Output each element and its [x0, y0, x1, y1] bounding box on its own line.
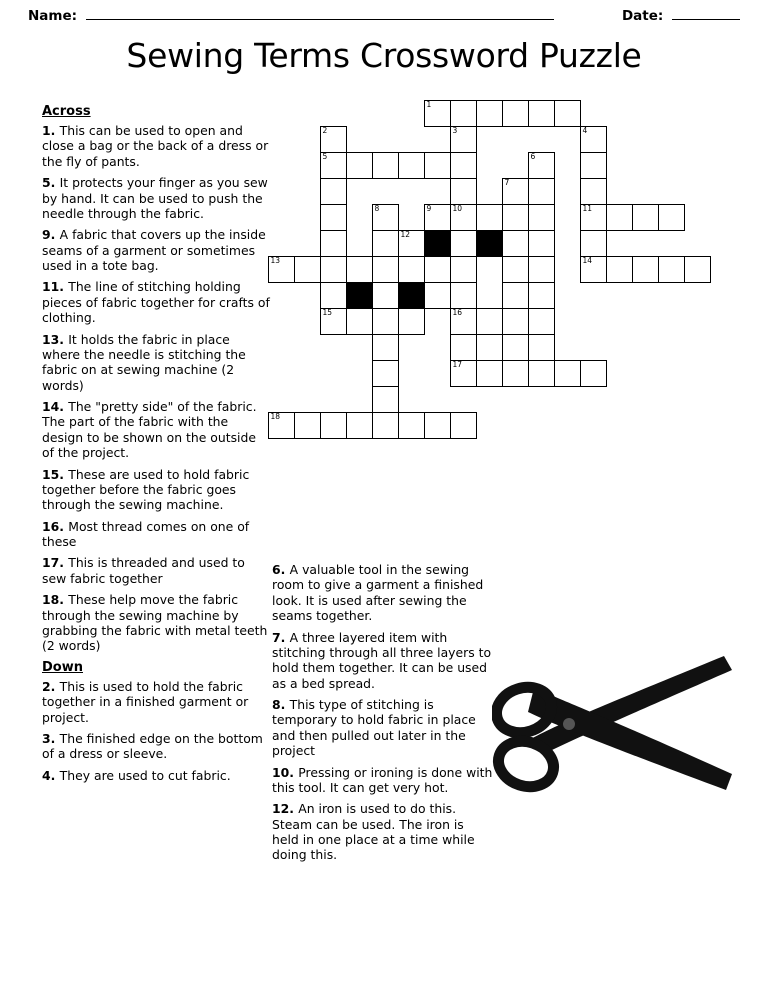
date-field-group [622, 6, 740, 24]
grid-cell[interactable] [294, 256, 321, 283]
grid-cell[interactable] [580, 204, 607, 231]
grid-cell[interactable] [372, 204, 399, 231]
clue-item [42, 768, 270, 783]
grid-cell[interactable] [346, 256, 373, 283]
grid-cell[interactable] [684, 256, 711, 283]
grid-cell[interactable] [346, 412, 373, 439]
date-input-line[interactable] [672, 6, 740, 20]
grid-cell-number: 11 [582, 204, 593, 213]
clue-text: It protects your finger as you sew by hand. It can be used to push the needle through the fabric. [42, 175, 268, 221]
grid-cell[interactable] [398, 308, 425, 335]
grid-cell[interactable] [398, 230, 425, 257]
grid-cell-number: 9 [426, 204, 432, 213]
clue-item [272, 801, 494, 863]
clue-item [272, 562, 494, 624]
grid-cell[interactable] [502, 204, 529, 231]
grid-cell[interactable] [320, 308, 347, 335]
grid-cell[interactable] [502, 100, 529, 127]
grid-cell[interactable] [658, 256, 685, 283]
grid-cell[interactable] [528, 204, 555, 231]
grid-cell[interactable] [372, 230, 399, 257]
clue-text: This is used to hold the fabric together in a finished garment or project. [42, 678, 249, 725]
grid-cell[interactable] [528, 100, 555, 127]
grid-cell[interactable] [658, 204, 685, 231]
grid-cell[interactable] [528, 360, 555, 387]
clue-item [272, 765, 494, 796]
clue-number: 18. [42, 592, 69, 608]
grid-cell-number: 5 [322, 152, 328, 161]
grid-cell[interactable] [580, 178, 607, 205]
clues-column-middle [272, 562, 494, 869]
grid-cell[interactable] [320, 204, 347, 231]
grid-cell[interactable] [398, 152, 425, 179]
grid-cell[interactable] [580, 152, 607, 179]
grid-cell[interactable] [320, 412, 347, 439]
grid-cell[interactable] [398, 256, 425, 283]
clue-text: The "pretty side" of the fabric. The part of the fabric with the design to be shown on the outside of the project. [42, 399, 257, 461]
grid-cell[interactable] [372, 386, 399, 413]
clue-text: These are used to hold fabric together before the fabric goes through the sewing machine. [42, 466, 250, 513]
grid-cell[interactable] [450, 360, 477, 387]
scissors-icon [492, 648, 740, 808]
clue-text: This type of stitching is temporary to hold fabric in place and then pulled out later in the project [272, 697, 476, 759]
clue-number: 10. [272, 764, 299, 780]
clue-text: This can be used to open and close a bag or the back of a dress or the fly of pants. [42, 123, 269, 169]
clue-number: 15. [42, 466, 69, 482]
grid-cell[interactable] [502, 308, 529, 335]
grid-cell[interactable] [372, 412, 399, 439]
grid-cell[interactable] [554, 100, 581, 127]
clue-number: 5. [42, 175, 60, 191]
grid-cell[interactable] [320, 126, 347, 153]
clue-text: Pressing or ironing is done with this tool. It can get very hot. [272, 764, 493, 795]
clue-text: The line of stitching holding pieces of fabric together for crafts of clothing. [42, 279, 270, 326]
grid-cell[interactable] [450, 334, 477, 361]
grid-cell[interactable] [424, 152, 451, 179]
clue-item [42, 519, 270, 550]
grid-cell[interactable] [528, 230, 555, 257]
grid-cell[interactable] [606, 256, 633, 283]
grid-cell[interactable] [476, 308, 503, 335]
clue-number: 7. [272, 629, 290, 645]
grid-cell[interactable] [502, 282, 529, 309]
clue-number: 16. [42, 518, 69, 534]
grid-cell[interactable] [632, 256, 659, 283]
grid-cell-number: 8 [374, 204, 380, 213]
clue-number: 1. [42, 123, 60, 139]
date-label: Date: [621, 8, 664, 24]
clue-number: 6. [272, 562, 290, 577]
grid-cell[interactable] [476, 100, 503, 127]
grid-cell[interactable] [528, 308, 555, 335]
clue-number: 14. [42, 399, 69, 415]
grid-cell[interactable] [450, 256, 477, 283]
clue-number: 2. [42, 678, 60, 694]
clue-text: A three layered item with stitching through all three layers to hold them together. It can be used as a bed spread. [272, 629, 492, 691]
clue-text: The finished edge on the bottom of a dress or sleeve. [42, 730, 263, 762]
grid-cell-number: 12 [400, 230, 411, 239]
clue-item [42, 227, 270, 273]
clue-text: A valuable tool in the sewing room to give a garment a finished look. It is used after sewing the seams together. [272, 562, 484, 624]
clue-item [42, 123, 270, 169]
grid-cell[interactable] [528, 178, 555, 205]
grid-cell-number: 18 [270, 412, 281, 421]
worksheet-header [28, 6, 740, 28]
grid-cell-number: 4 [582, 126, 588, 135]
grid-cell-number: 6 [530, 152, 536, 161]
clue-number: 11. [42, 279, 69, 295]
grid-cell[interactable] [502, 230, 529, 257]
clue-item [42, 399, 270, 461]
grid-cell[interactable] [502, 178, 529, 205]
grid-cell-blocked [398, 282, 425, 309]
grid-cell-number: 1 [426, 100, 432, 109]
clue-item [42, 555, 270, 586]
crossword-grid[interactable] [268, 100, 738, 460]
grid-cell[interactable] [346, 308, 373, 335]
grid-cell[interactable] [528, 152, 555, 179]
grid-cell[interactable] [320, 178, 347, 205]
clue-item [42, 679, 270, 725]
grid-cell[interactable] [580, 360, 607, 387]
grid-cell-number: 2 [322, 126, 328, 135]
grid-cell[interactable] [450, 178, 477, 205]
down-heading: Down [42, 659, 83, 675]
grid-cell[interactable] [580, 256, 607, 283]
clue-number: 3. [42, 730, 60, 746]
grid-cell[interactable] [528, 334, 555, 361]
clue-item [42, 279, 270, 325]
grid-cell[interactable] [424, 204, 451, 231]
clue-item [42, 731, 270, 762]
grid-cell[interactable] [528, 256, 555, 283]
clue-number: 17. [42, 555, 69, 571]
name-field-group [28, 6, 554, 24]
grid-cell-number: 16 [452, 308, 463, 317]
grid-cell[interactable] [372, 360, 399, 387]
grid-cell[interactable] [268, 256, 295, 283]
grid-cell[interactable] [476, 360, 503, 387]
grid-cell[interactable] [372, 308, 399, 335]
clue-item [42, 332, 270, 394]
clue-number: 4. [42, 767, 60, 783]
clue-text: These help move the fabric through the sewing machine by grabbing the fabric with metal teeth (2 words) [42, 592, 268, 654]
clue-text: It holds the fabric in place where the needle is stitching the fabric on at sewing machine (2 words) [42, 331, 246, 393]
clue-text: They are used to cut fabric. [59, 767, 231, 783]
grid-cell[interactable] [450, 126, 477, 153]
clue-text: Most thread comes on one of these [42, 518, 250, 550]
name-label: Name: [28, 8, 78, 24]
grid-cell-number: 15 [322, 308, 333, 317]
clue-number: 9. [42, 227, 60, 243]
grid-cell[interactable] [424, 282, 451, 309]
grid-cell[interactable] [320, 152, 347, 179]
clue-item [42, 175, 270, 221]
clue-item [272, 697, 494, 759]
grid-cell[interactable] [320, 230, 347, 257]
clues-column-left [42, 104, 270, 789]
grid-cell[interactable] [372, 152, 399, 179]
grid-cell-number: 14 [582, 256, 593, 265]
grid-cell[interactable] [424, 100, 451, 127]
grid-cell[interactable] [450, 230, 477, 257]
grid-cell[interactable] [450, 282, 477, 309]
grid-cell[interactable] [372, 256, 399, 283]
grid-cell[interactable] [450, 412, 477, 439]
across-heading: Across [42, 104, 91, 119]
across-clue-list [42, 123, 270, 783]
grid-cell-number: 17 [452, 360, 463, 369]
grid-cell[interactable] [372, 282, 399, 309]
grid-cell[interactable] [268, 412, 295, 439]
grid-cell[interactable] [372, 334, 399, 361]
grid-cell[interactable] [424, 256, 451, 283]
grid-cell[interactable] [320, 282, 347, 309]
grid-cell[interactable] [320, 256, 347, 283]
clue-number: 8. [272, 697, 290, 712]
grid-cell-number: 7 [504, 178, 510, 187]
grid-cell[interactable] [450, 100, 477, 127]
grid-cell[interactable] [424, 412, 451, 439]
grid-cell-blocked [424, 230, 451, 257]
grid-cell[interactable] [502, 334, 529, 361]
grid-cell[interactable] [450, 308, 477, 335]
clue-number: 12. [272, 801, 299, 817]
grid-cell-blocked [346, 282, 373, 309]
down-clue-list-continued [272, 562, 494, 863]
name-input-line[interactable] [86, 6, 554, 20]
grid-cell[interactable] [528, 282, 555, 309]
clue-item [42, 592, 270, 654]
grid-cell-blocked [476, 230, 503, 257]
grid-cell[interactable] [450, 152, 477, 179]
grid-cell[interactable] [580, 230, 607, 257]
grid-cell[interactable] [476, 204, 503, 231]
grid-cell[interactable] [580, 126, 607, 153]
clue-text: This is threaded and used to sew fabric together [42, 555, 245, 586]
grid-cell[interactable] [502, 256, 529, 283]
grid-cell-number: 10 [452, 204, 463, 213]
grid-cell-number: 3 [452, 126, 458, 135]
page-title: Sewing Terms Crossword Puzzle [126, 36, 642, 75]
clue-number: 13. [42, 331, 69, 347]
grid-cell[interactable] [294, 412, 321, 439]
clue-text: A fabric that covers up the inside seams of a garment or sometimes used in a tote bag. [42, 227, 266, 274]
grid-cell[interactable] [554, 360, 581, 387]
grid-cell[interactable] [346, 152, 373, 179]
clue-item [272, 630, 494, 692]
grid-cell[interactable] [450, 204, 477, 231]
grid-cell[interactable] [502, 360, 529, 387]
clue-item [42, 467, 270, 513]
grid-cell[interactable] [606, 204, 633, 231]
grid-cell-number: 13 [270, 256, 281, 265]
grid-cell[interactable] [398, 412, 425, 439]
clue-text: An iron is used to do this. Steam can be used. The iron is held in one place at a time while doing this. [272, 801, 475, 863]
grid-cell[interactable] [632, 204, 659, 231]
